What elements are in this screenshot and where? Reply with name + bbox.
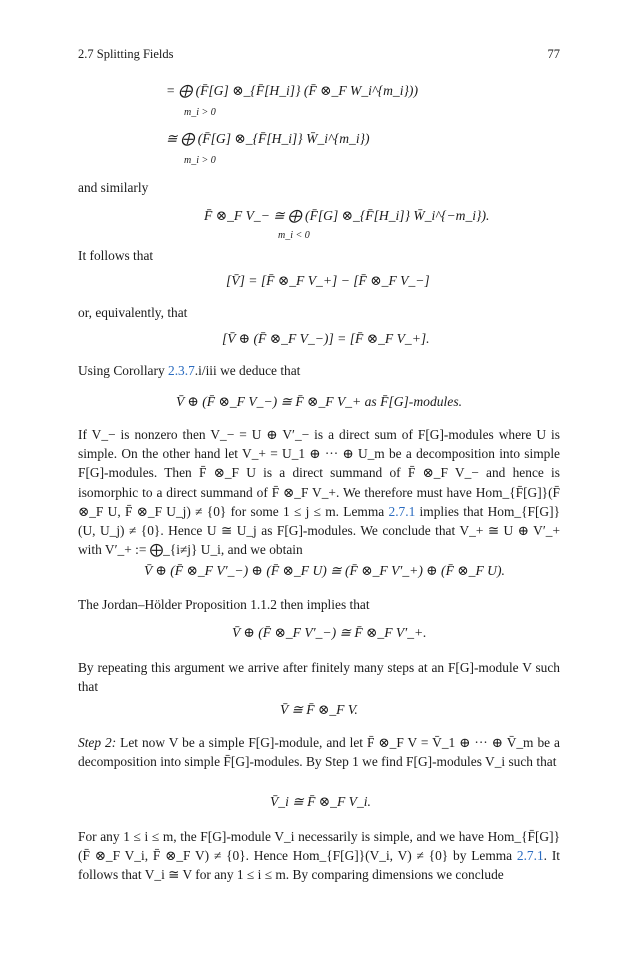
text-using-pre: Using Corollary [78, 363, 169, 378]
paragraph-main-pre: If V_− is nonzero then V_− = U ⊕ V′_− is a direct sum of F[G]-modules where U is simple. On the other hand let V_+ = U_1 ⊕ ··· ⊕ U_m be a decomposition into simple F[G]-modules. Then F̄ ⊗_F U is a direct summand of F̄ ⊗_F V_− and hence is isomorphic to a direct summand of F̄ ⊗_F V_+. We therefore must have Hom_{F̄[G]}(F̄ ⊗_F U, F̄ ⊗_F U_j) ≠ {0} for some 1 ≤ j ≤ m. Lemma [78, 427, 560, 519]
text-using-post: .i/iii we deduce that [194, 363, 301, 378]
equation-4: [V̄ ⊕ (F̄ ⊗_F V_−)] = [F̄ ⊗_F V_+]. [222, 331, 430, 346]
paragraph-main-post: implies that Hom_{F[G]}(U, U_j) ≠ {0}. Hence U ≅ U_j as F[G]-modules. We conclude that V_+ ≅ U ⊕ V′_+ with V′_+ := ⨁_{i≠j} U_i, and we obtain [78, 503, 560, 558]
text-using-corollary [78, 361, 560, 380]
equation-3: [V̄] = [F̄ ⊗_F V_+] − [F̄ ⊗_F V_−] [226, 273, 430, 288]
corollary-link[interactable]: 2.3.7 [168, 363, 195, 378]
paragraph-last [78, 827, 560, 885]
step-2-text: Let now V be a simple F[G]-module, and let F̄ ⊗_F V = V̄_1 ⊕ ··· ⊕ V̄_m be a decomposition into simple F̄[G]-modules. By Step 1 we find F[G]-modules V_i such that [78, 735, 560, 770]
paragraph-last-pre: For any 1 ≤ i ≤ m, the F[G]-module V_i necessarily is simple, and we have Hom_{F̄[G]}(F̄ ⊗_F V_i, F̄ ⊗_F V) ≠ {0}. Hence Hom_{F[G]}(V_i, V) ≠ {0} by Lemma [78, 829, 560, 864]
text-and-similarly: and similarly [78, 180, 149, 195]
equation-5: V̄ ⊕ (F̄ ⊗_F V_−) ≅ F̄ ⊗_F V_+ as F̄[G]-modules. [176, 394, 463, 409]
step-2-label: Step 2: [78, 735, 117, 750]
equation-2: F̄ ⊗_F V_− ≅ ⨁ (F̄[G] ⊗_{F̄[H_i]} W̄_i^{−m_i}). [204, 208, 490, 223]
equation-line-2-index: m_i > 0 [184, 155, 216, 166]
text-repeating: By repeating this argument we arrive after finitely many steps at an F[G]-module V such that [78, 660, 560, 695]
equation-line-1: = ⨁ (F̄[G] ⊗_{F̄[H_i]} (F̄ ⊗_F W_i^{m_i})) [166, 83, 418, 98]
equation-8: V̄ ≅ F̄ ⊗_F V. [280, 702, 358, 717]
equation-2-index: m_i < 0 [278, 230, 310, 241]
equation-6: V̄ ⊕ (F̄ ⊗_F V′_−) ⊕ (F̄ ⊗_F U) ≅ (F̄ ⊗_F V′_+) ⊕ (F̄ ⊗_F U). [144, 563, 505, 578]
text-it-follows: It follows that [78, 248, 154, 263]
lemma-link-2[interactable]: 2.7.1 [516, 848, 544, 864]
equation-9: V̄_i ≅ F̄ ⊗_F V_i. [270, 794, 371, 809]
lemma-link-1[interactable]: 2.7.1 [388, 503, 416, 519]
section-title: 2.7 Splitting Fields [78, 47, 174, 61]
paragraph-last-post: . It follows that V_i ≅ V for any 1 ≤ i ≤ m. By comparing dimensions we conclude [78, 848, 560, 883]
paragraph-step-2 [78, 733, 560, 771]
equation-7: V̄ ⊕ (F̄ ⊗_F V′_−) ≅ F̄ ⊗_F V′_+. [232, 625, 427, 640]
equation-line-2: ≅ ⨁ (F̄[G] ⊗_{F̄[H_i]} W̄_i^{m_i}) [166, 131, 370, 146]
page-number: 77 [547, 47, 560, 61]
text-equivalently: or, equivalently, that [78, 305, 188, 320]
text-jordan-holder: The Jordan–Hölder Proposition 1.1.2 then implies that [78, 597, 370, 612]
equation-line-1-index: m_i > 0 [184, 107, 216, 118]
paragraph-main [78, 425, 560, 559]
